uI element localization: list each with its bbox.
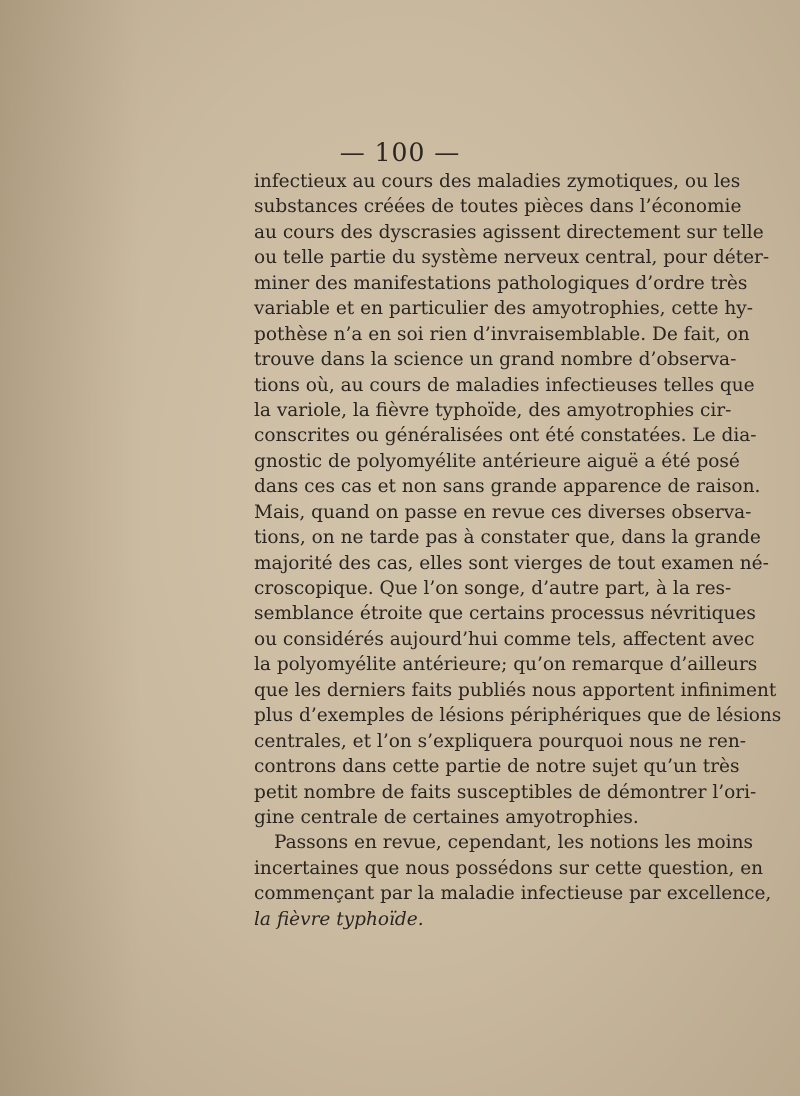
text-line: la variole, la fièvre typhoïde, des amyotrophies cir- bbox=[254, 399, 732, 421]
page-number: — 100 — bbox=[339, 138, 461, 167]
text-line: controns dans cette partie de notre sujet qu’un très bbox=[254, 756, 740, 778]
text-line: que les derniers faits publiés nous apportent infiniment bbox=[254, 679, 777, 701]
text-line: substances créées de toutes pièces dans l’économie bbox=[254, 196, 742, 218]
text-line: semblance étroite que certains processus névritiques bbox=[254, 603, 756, 625]
text-line: miner des manifestations pathologiques d’ordre très bbox=[254, 272, 748, 294]
text-line: petit nombre de faits susceptibles de démontrer l’ori- bbox=[254, 781, 757, 803]
body-text bbox=[254, 169, 782, 932]
text-line: Passons en revue, cependant, les notions les moins bbox=[274, 832, 753, 854]
text-line: croscopique. Que l’on songe, d’autre part, à la res- bbox=[254, 578, 732, 599]
text-line: infectieux au cours des maladies zymotiques, ou les bbox=[254, 171, 741, 192]
text-line: majorité des cas, elles sont vierges de tout examen né- bbox=[254, 552, 769, 574]
text-line: incertaines que nous possédons sur cette question, en bbox=[254, 857, 764, 879]
text-line: trouve dans la science un grand nombre d’observa- bbox=[254, 349, 737, 371]
text-line: variable et en particulier des amyotrophies, cette hy- bbox=[254, 298, 753, 320]
text-line: ou considérés aujourd’hui comme tels, affectent avec bbox=[254, 628, 755, 650]
text-line: commençant par la maladie infectieuse par excellence, bbox=[254, 883, 772, 905]
text-line: conscrites ou généralisées ont été constatées. Le dia- bbox=[254, 425, 757, 447]
text-line: tions, on ne tarde pas à constater que, dans la grande bbox=[254, 527, 761, 549]
section-title-italic: la fièvre typhoïde. bbox=[254, 908, 424, 930]
text-line: au cours des dyscrasies agissent directement sur telle bbox=[254, 221, 764, 243]
text-line: gine centrale de certaines amyotrophies. bbox=[254, 806, 639, 828]
text-line: centrales, et l’on s’expliquera pourquoi nous ne ren- bbox=[254, 730, 747, 752]
text-line: tions où, au cours de maladies infectieuses telles que bbox=[254, 374, 755, 396]
text-line: ou telle partie du système nerveux central, pour déter- bbox=[254, 247, 770, 269]
text-line: la polyomyélite antérieure; qu’on remarque d’ailleurs bbox=[254, 654, 758, 676]
text-line: gnostic de polyomyélite antérieure aiguë a été posé bbox=[254, 450, 740, 472]
text-line: dans ces cas et non sans grande apparence de raison. bbox=[254, 476, 761, 498]
text-line: Mais, quand on passe en revue ces diverses observa- bbox=[254, 501, 752, 523]
text-line: plus d’exemples de lésions périphériques que de lésions bbox=[254, 705, 782, 727]
text-line: pothèse n’a en soi rien d’invraisemblable. De fait, on bbox=[254, 323, 750, 345]
